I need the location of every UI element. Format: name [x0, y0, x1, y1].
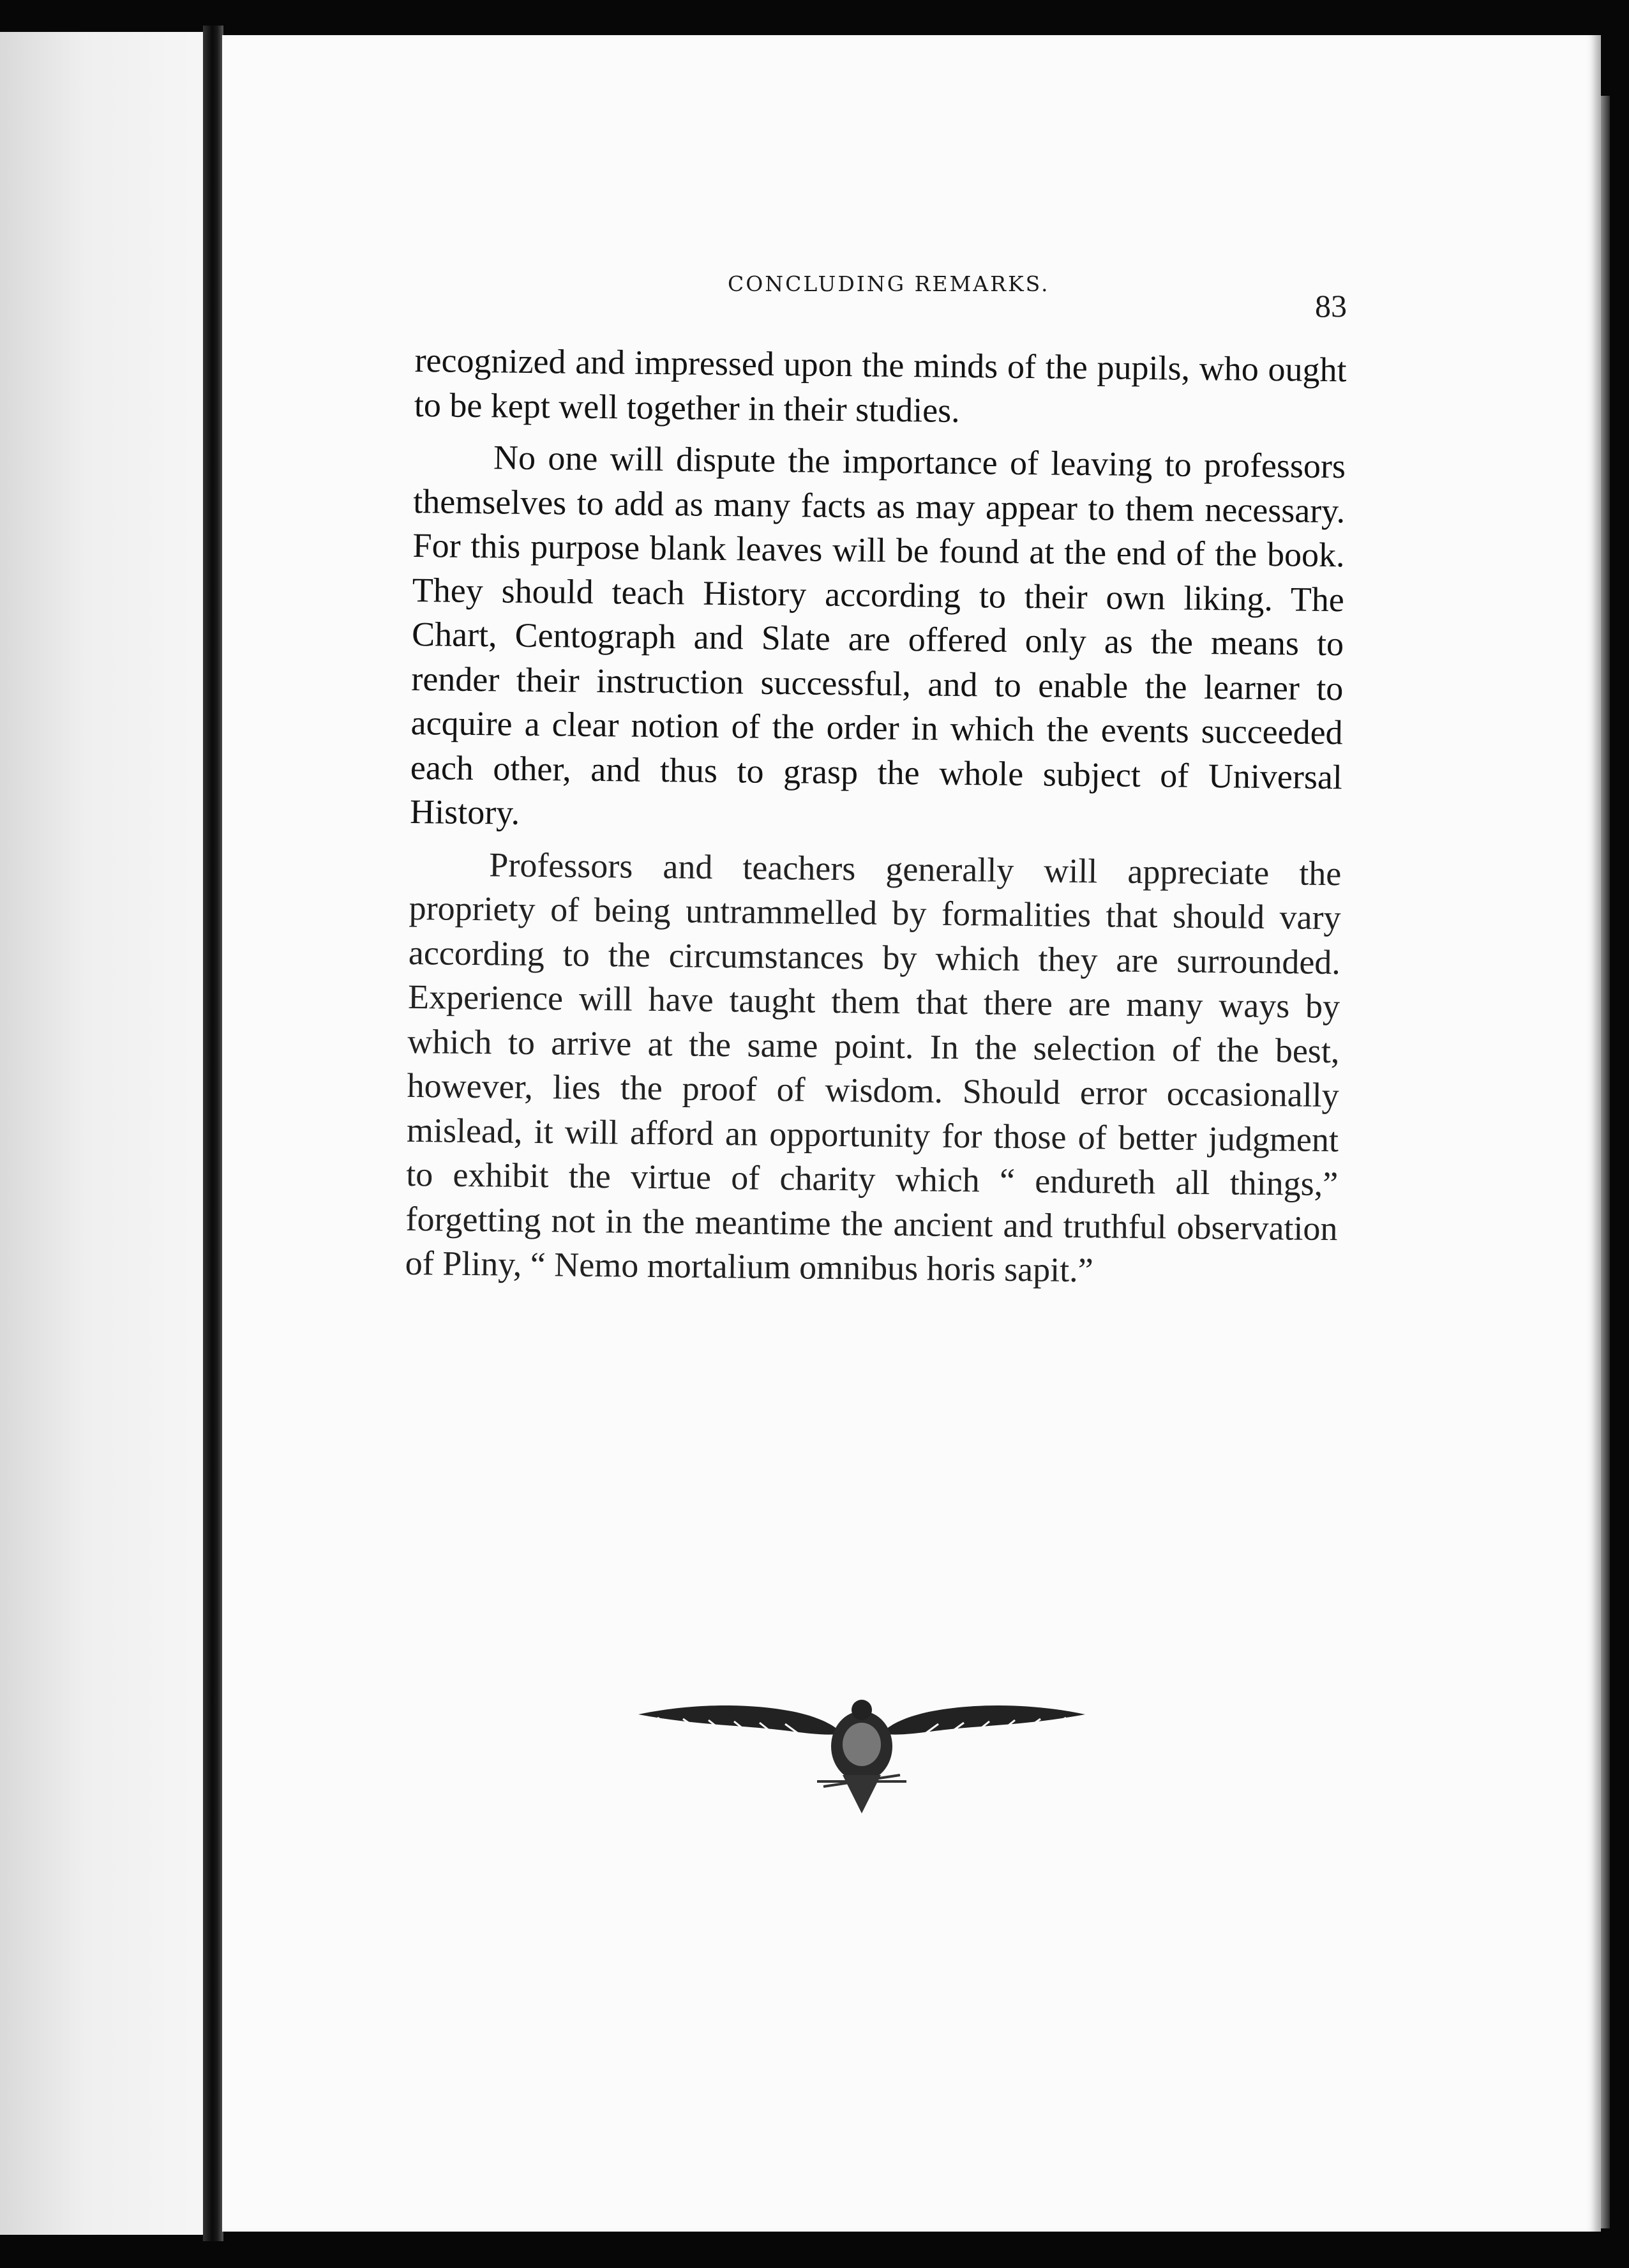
paragraph: recognized and impressed upon the minds of the pupils, who ought to be kept well together in their studies.: [414, 340, 1347, 430]
running-head: CONCLUDING REMARKS.: [728, 271, 1050, 296]
left-facing-page: [0, 32, 212, 2235]
eagle-head: [852, 1700, 872, 1720]
paragraph: Professors and teachers generally will appreciate the propriety of being untrammelled by formalities that should vary according to the circumstances by which they are surrounded. Experience will have taught them that there are many ways by which to arrive at the same point. In the selection of the best, however, lies the proof of wisdom. Should error occasionally mislead, it will afford an opportunity for those of better judgment to exhibit the virtue of charity which “ endureth all things,” forgetting not in the meantime the ancient and truthful observation of Pliny, “ Nemo mortalium omnibus horis sapit.”: [405, 845, 1342, 1290]
page-number: 83: [1315, 288, 1347, 324]
paragraph: No one will dispute the importance of leaving to professors themselves to add as many facts as may appear to them necessary. For this purpose blank leaves will be found at the end of the book. They should teach History according to their own liking. The Chart, Centograph and Slate are offered only as the means to render their instruction successful, and to enable the learner to acquire a clear notion of the order in which the events succeeded each other, and thus to grasp the whole subject of Universal History.: [409, 438, 1346, 832]
body-text: [405, 338, 1346, 1296]
eagle-left-wing: [638, 1705, 843, 1735]
book-gutter: [203, 26, 223, 2241]
eagle-ornament: [632, 1686, 1092, 1820]
page-edge: [1601, 96, 1610, 2228]
eagle-right-wing: [881, 1705, 1085, 1735]
